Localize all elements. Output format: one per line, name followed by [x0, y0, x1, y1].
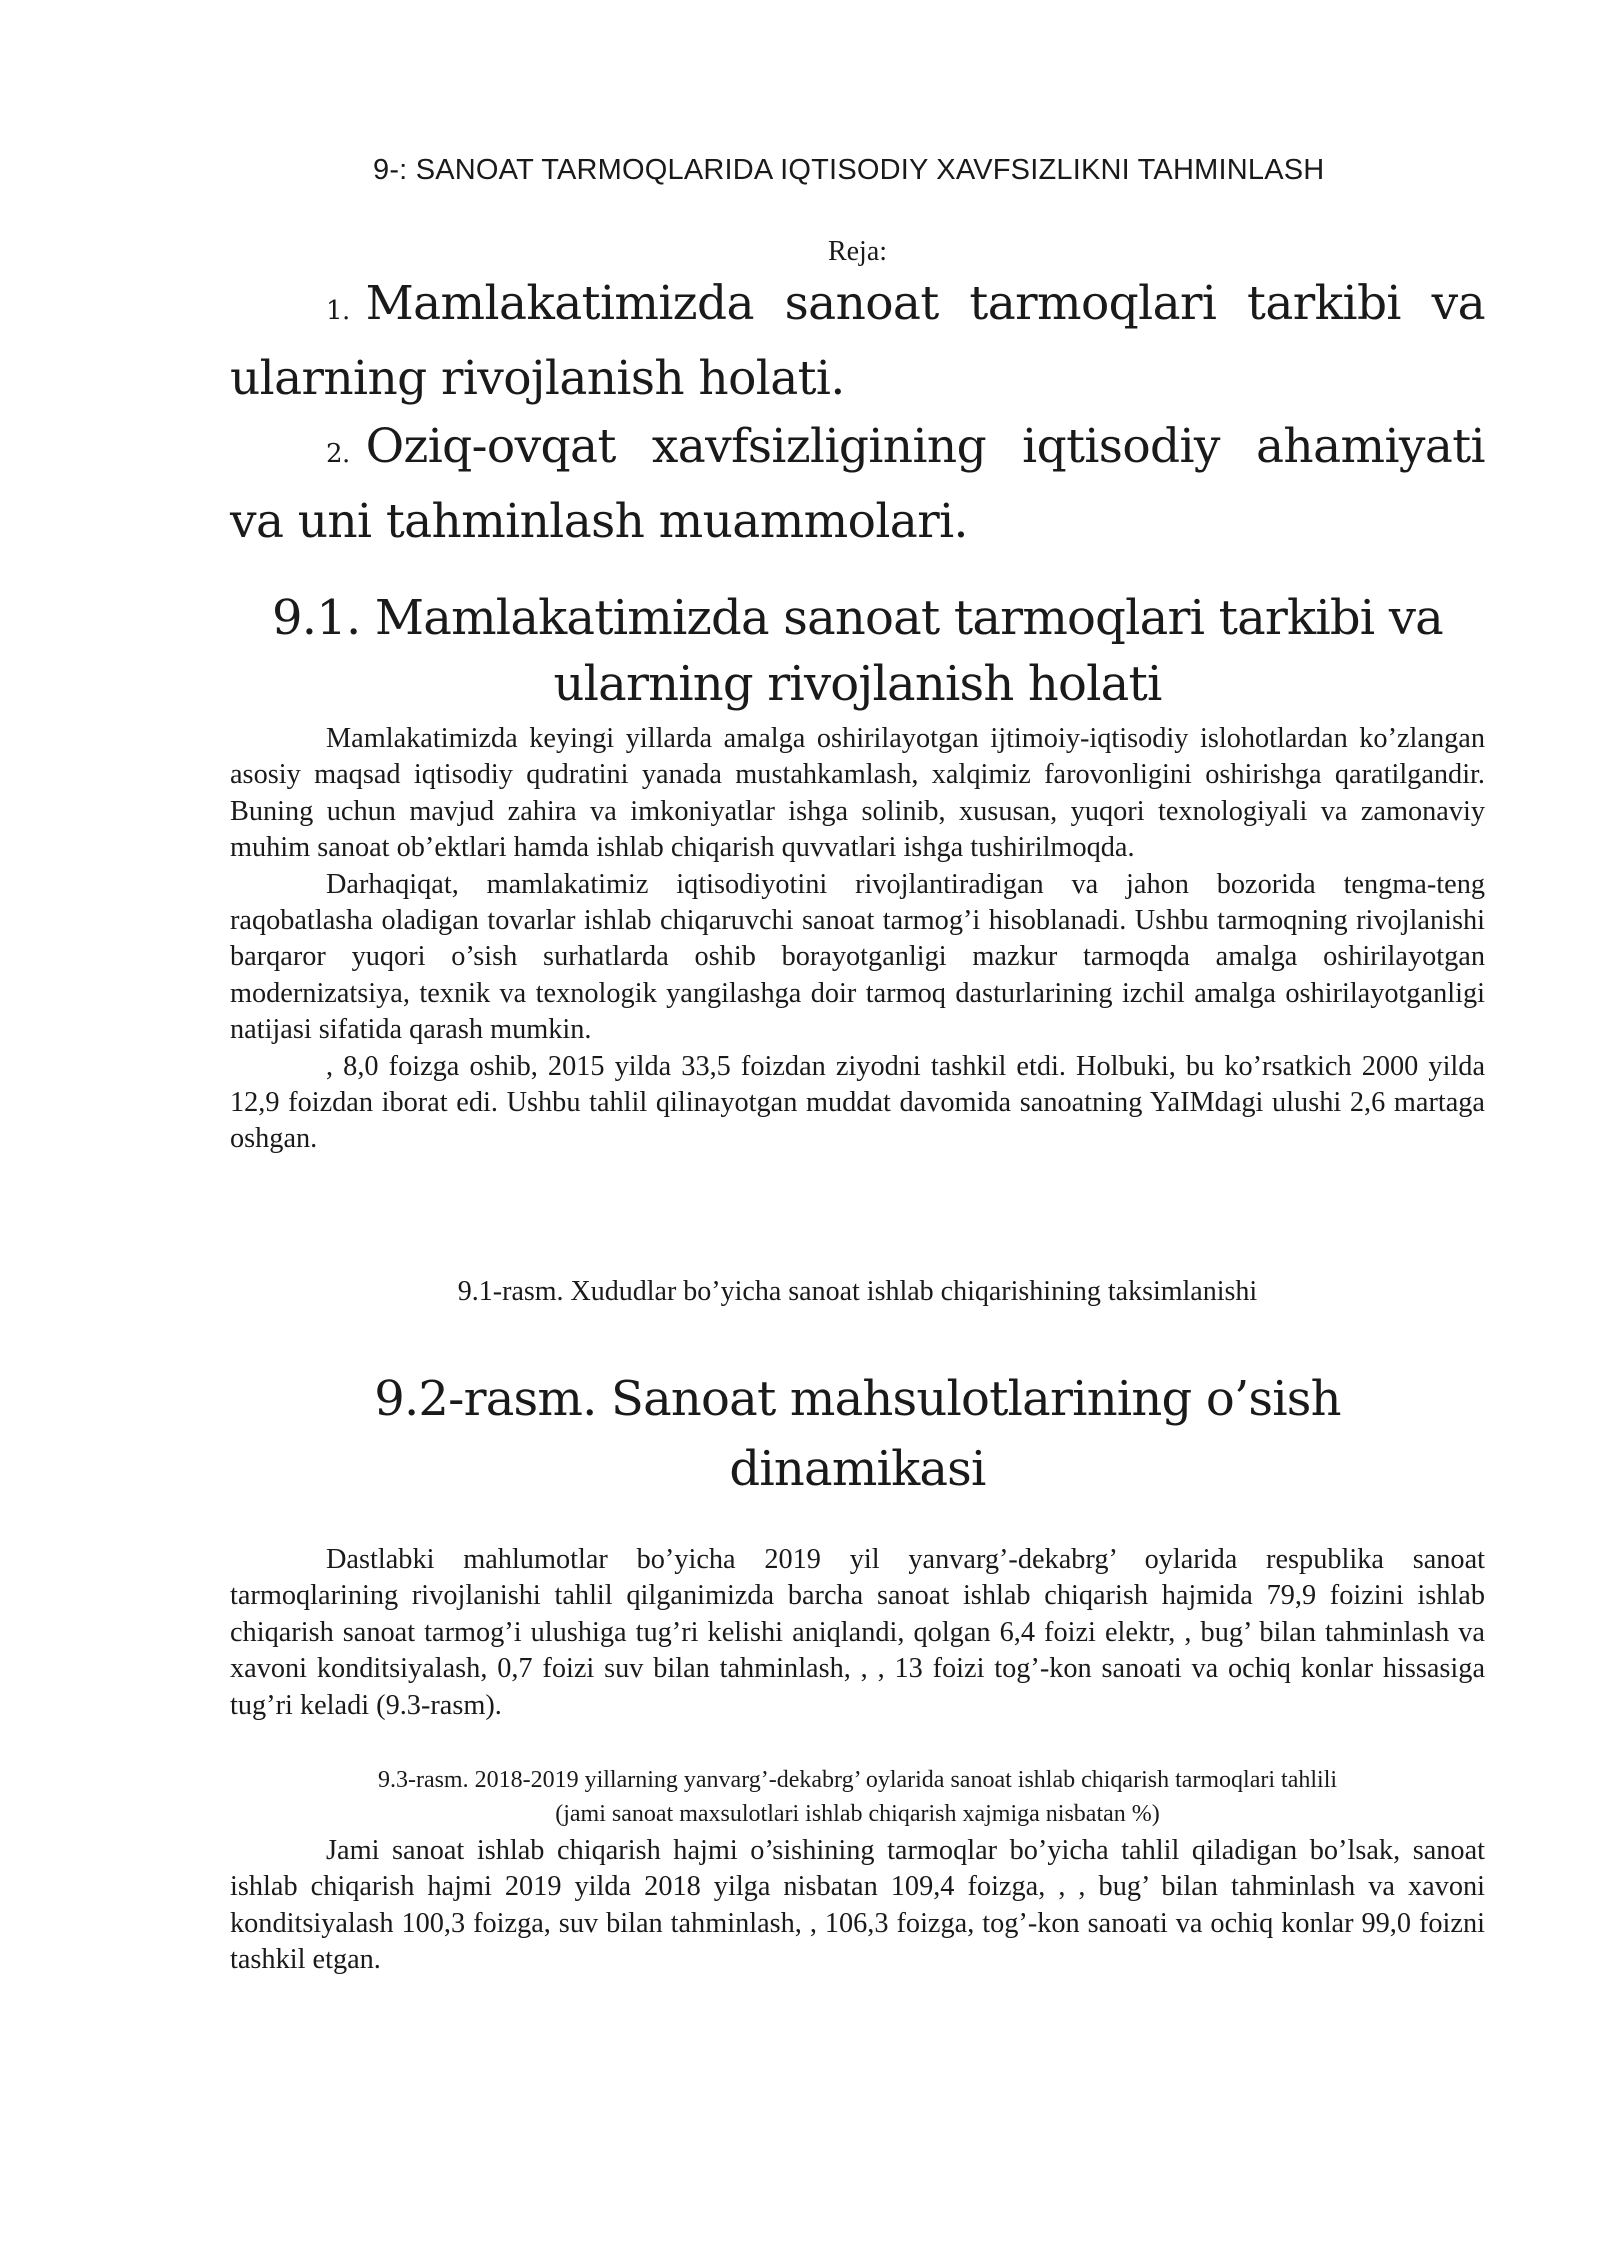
section-heading-line: ularning rivojlanish holati [553, 656, 1162, 712]
plan-item-text: Mamlakatimizda sanoat tarmoqlari tarkibi va ularning rivojlanish holati. [230, 276, 1485, 406]
plan-item [230, 413, 1485, 556]
plan-item [230, 270, 1485, 413]
section-body [230, 721, 1485, 1158]
figure-caption [230, 1763, 1485, 1831]
paragraph: Mamlakatimizda keyingi yillarda amalga oshirilayotgan ijtimoiy-iqtisodiy islohotlardan ko’zlangan asosiy maqsad iqtisodiy qudratini yanada mustahkamlash, xalqimiz farovonligini oshirishga qaratilgandir. Buning uchun mavjud zahira va imkoniyatlar ishga solinib, xususan, yuqori texnologiyali va zamonaviy muhim sanoat ob’ektlari hamda ishlab chiqarish quvvatlari ishga tushirilmoqda. [230, 723, 1485, 864]
paragraph: Darhaqiqat, mamlakatimiz iqtisodiyotini rivojlantiradigan va jahon bozorida tengma-teng raqobatlasha oladigan tovarlar ishlab chiqaruvchi sanoat tarmog’i hisoblanadi. Ushbu tarmoqning rivojlanishi barqaror yuqori o’sish surhatlarda oshib borayotganligi mazkur tarmoqda amalga oshirilayotgan modernizatsiya, texnik va texnologik yangilashga doir tarmoq dasturlarining izchil amalga oshirilayotganligi natijasi sifatida qarash mumkin. [230, 868, 1485, 1046]
figure-caption-line: 9.3-rasm. 2018-2019 yillarning yanvarg’-dekabrg’ oylarida sanoat ishlab chiqarish tarmoqlari tahlili [377, 1767, 1338, 1793]
chapter-title: 9-: SANOAT TARMOQLARIDA IQTISODIY XAVFSIZLIKNI TAHMINLASH [373, 154, 1325, 186]
plan-label: Reja: [827, 236, 888, 267]
figure-caption: 9.1-rasm. Xududlar bo’yicha sanoat ishlab chiqarishining taksimlanishi [457, 1276, 1258, 1307]
paragraph: Dastlabki mahlumotlar bo’yicha 2019 yil yanvarg’-dekabrg’ oylarida respublika sanoat tarmoqlarining rivojlanishi tahlil qilganimizda barcha sanoat ishlab chiqarish hajmida 79,9 foizini ishlab chiqarish sanoat tarmog’i ulushiga tug’ri kelishi aniqlandi, qolgan 6,4 foizi elektr, , bug’ bilan tahminlash va xavoni konditsiyalash, 0,7 foizi suv bilan tahminlash, , , 13 foizi tog’-kon sanoati va ochiq konlar hissasiga tug’ri keladi (9.3-rasm). [230, 1544, 1485, 1721]
paragraph: , 8,0 foizga oshib, 2015 yilda 33,5 foizdan ziyodni tashkil etdi. Holbuki, bu ko’rsatkich 2000 yilda 12,9 foizdan iborat edi. Ushbu tahlil qilinayotgan muddat davomida sanoatning YaIMdagi ulushi 2,6 martaga oshgan. [230, 1050, 1485, 1155]
section-heading-line: 9.1. Mamlakatimizda sanoat tarmoqlari tarkibi va [272, 590, 1443, 646]
figure-heading-line: 9.2-rasm. Sanoat mahsulotlarining o’sish [374, 1371, 1341, 1427]
analysis-body [230, 1542, 1485, 1724]
plan-item-number: 1. [326, 296, 350, 326]
figure-heading-line: dinamikasi [729, 1441, 986, 1497]
figure-heading [230, 1364, 1485, 1504]
plan-item-text: Oziq-ovqat xavfsizligining iqtisodiy ahamiyati va uni tahminlash muammolari. [230, 419, 1485, 549]
growth-body [230, 1833, 1485, 1979]
paragraph: Jami sanoat ishlab chiqarish hajmi o’sishining tarmoqlar bo’yicha tahlil qiladigan bo’lsak, sanoat ishlab chiqarish hajmi 2019 yilda 2018 yilga nisbatan 109,4 foizga, , , bug’ bilan tahminlash va xavoni konditsiyalash 100,3 foizga, suv bilan tahminlash, , 106,3 foizga, tog’-kon sanoati va ochiq konlar 99,0 foizni tashkil etgan. [230, 1835, 1485, 1976]
plan-item-number: 2. [326, 439, 350, 469]
figure-caption-line: (jami sanoat maxsulotlari ishlab chiqarish xajmiga nisbatan %) [555, 1801, 1160, 1827]
section-heading [230, 585, 1485, 717]
plan-list [230, 270, 1485, 556]
